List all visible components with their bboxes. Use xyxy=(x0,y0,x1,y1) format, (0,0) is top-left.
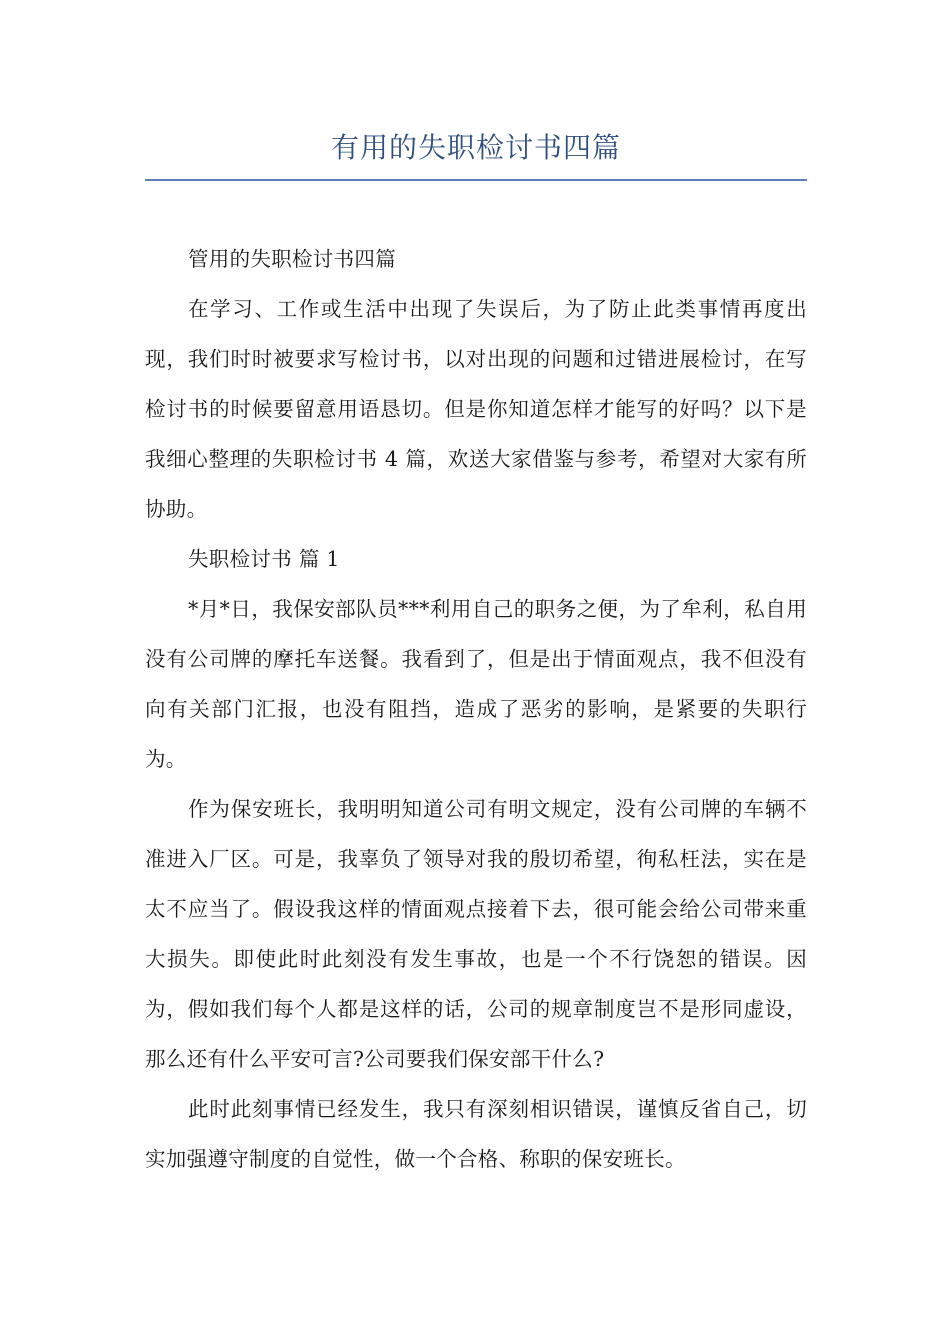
intro-paragraph: 在学习、工作或生活中出现了失误后，为了防止此类事情再度出现，我们时时被要求写检讨书，以对出现的问题和过错进展检讨，在写检讨书的时候要留意用语恳切。但是你知道怎样才能写的好吗？以下是我细心整理的失职检讨书 4 篇，欢送大家借鉴与参考，希望对大家有所协助。 xyxy=(145,297,807,521)
subtitle-paragraph: 管用的失职检讨书四篇 xyxy=(188,247,396,271)
body-paragraph: 作为保安班长，我明明知道公司有明文规定，没有公司牌的车辆不准进入厂区。可是，我辜负了领导对我的殷切希望，徇私枉法，实在是太不应当了。假设我这样的情面观点接着下去，很可能会给公司带来重大损失。即使此时此刻没有发生事故，也是一个不行饶恕的错误。因为，假如我们每个人都是这样的话，公司的规章制度岂不是形同虚设，那么还有什么平安可言?公司要我们保安部干什么? xyxy=(145,797,807,1071)
document-body xyxy=(145,234,807,1184)
document-title: 有用的失职检讨书四篇 xyxy=(330,131,621,164)
title-divider xyxy=(145,179,807,181)
body-paragraph: 此时此刻事情已经发生，我只有深刻相识错误，谨慎反省自己，切实加强遵守制度的自觉性，做一个合格、称职的保安班长。 xyxy=(145,1097,807,1171)
body-paragraph: *月*日，我保安部队员***利用自己的职务之便，为了牟利，私自用没有公司牌的摩托车送餐。我看到了，但是出于情面观点，我不但没有向有关部门汇报，也没有阻挡，造成了恶劣的影响，是紧要的失职行为。 xyxy=(145,597,807,771)
section-heading: 失职检讨书 篇 1 xyxy=(188,547,340,571)
